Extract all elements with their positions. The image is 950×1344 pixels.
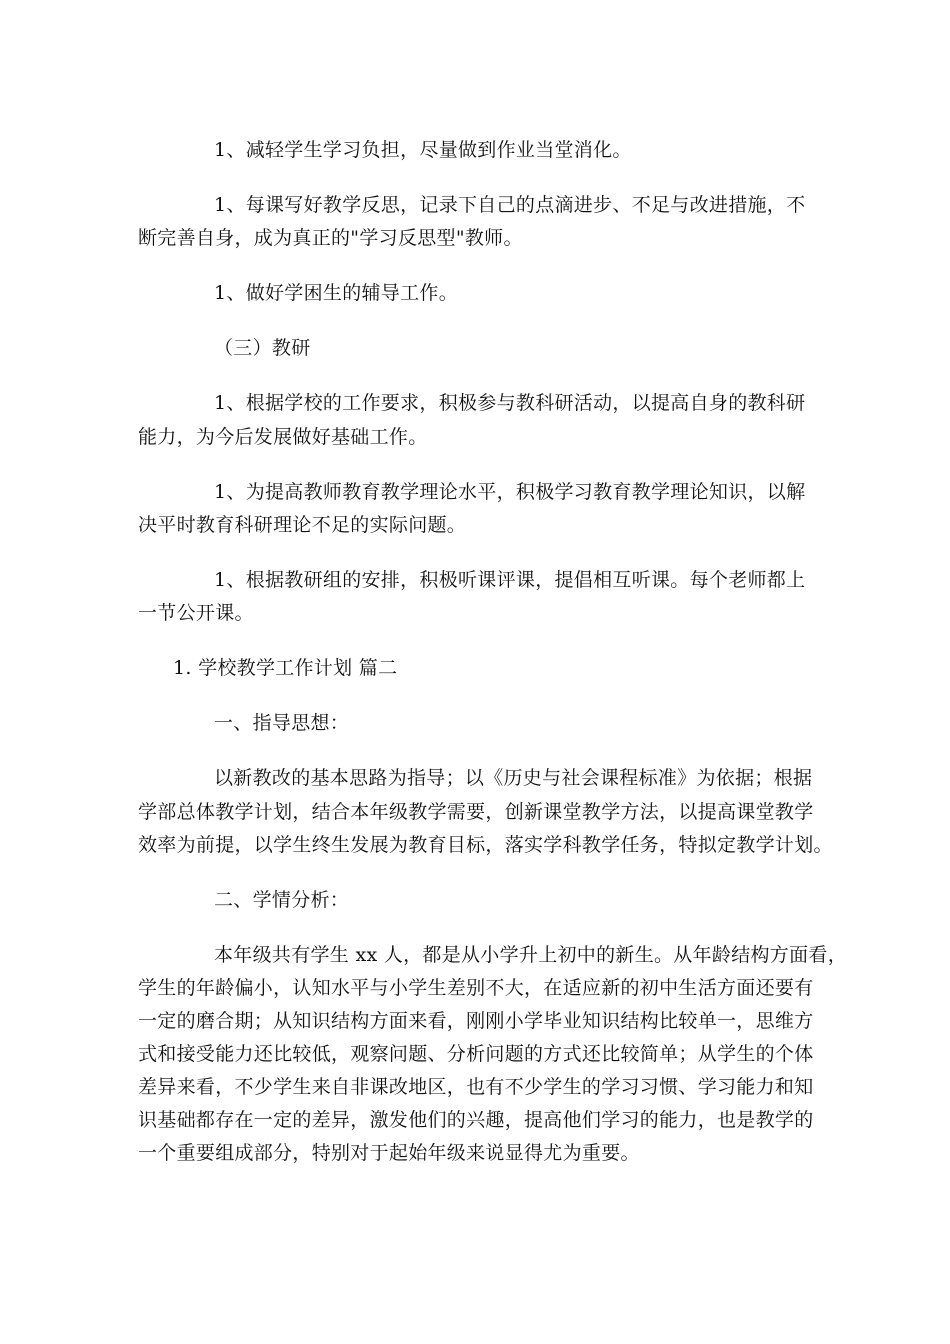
paragraph-line: 1、为提高教师教育教学理论水平，积极学习教育教学理论知识，以解 [214, 481, 806, 503]
paragraph-line: 学生的年龄偏小，认知水平与小学生差别不大，在适应新的初中生活方面还要有 [138, 977, 814, 999]
paragraph-line: 一个重要组成部分，特别对于起始年级来说显得尤为重要。 [138, 1142, 640, 1164]
paragraph-line: 一节公开课。 [138, 602, 254, 624]
paragraph-line: 以新教改的基本思路为指导；以《历史与社会课程标准》为依据；根据 [214, 767, 813, 789]
paragraph-line: 本年级共有学生 xx 人，都是从小学升上初中的新生。从年龄结构方面看， [214, 944, 848, 966]
paragraph-line: 决平时教育科研理论不足的实际问题。 [138, 514, 467, 536]
paragraph-line: 1、减轻学生学习负担，尽量做到作业当堂消化。 [214, 139, 632, 161]
section-heading: （三）教研 [214, 337, 311, 359]
paragraph-line: 效率为前提，以学生终生发展为教育目标，落实学科教学任务，特拟定教学计划。 [138, 834, 833, 856]
paragraph-line: 1、每课写好教学反思，记录下自己的点滴进步、不足与改进措施，不 [214, 194, 806, 216]
paragraph-line: 1、根据学校的工作要求，积极参与教科研活动，以提高自身的教科研 [214, 392, 806, 414]
paragraph-line: 断完善自身，成为真正的"学习反思型"教师。 [138, 227, 523, 249]
paragraph-line: 差异来看，不少学生来自非课改地区，也有不少学生的学习习惯、学习能力和知 [138, 1076, 814, 1098]
paragraph-line: 一定的磨合期；从知识结构方面来看，刚刚小学毕业知识结构比较单一，思维方 [138, 1010, 814, 1032]
paragraph-line: 学部总体教学计划，结合本年级教学需要，创新课堂教学方法，以提高课堂教学 [138, 801, 814, 823]
paragraph-line: 识基础都存在一定的差异，激发他们的兴趣，提高他们学习的能力，也是教学的 [138, 1109, 814, 1131]
paragraph-line: 1、做好学困生的辅导工作。 [214, 282, 458, 304]
section-heading: 二、学情分析： [214, 889, 350, 911]
paragraph-line: 能力，为今后发展做好基础工作。 [138, 426, 428, 448]
paragraph-line: 式和接受能力还比较低，观察问题、分析问题的方式还比较简单；从学生的个体 [138, 1043, 814, 1065]
article-heading: 1. 学校教学工作计划 篇二 [173, 657, 398, 679]
section-heading: 一、指导思想： [214, 712, 350, 734]
paragraph-line: 1、根据教研组的安排，积极听课评课，提倡相互听课。每个老师都上 [214, 569, 806, 591]
